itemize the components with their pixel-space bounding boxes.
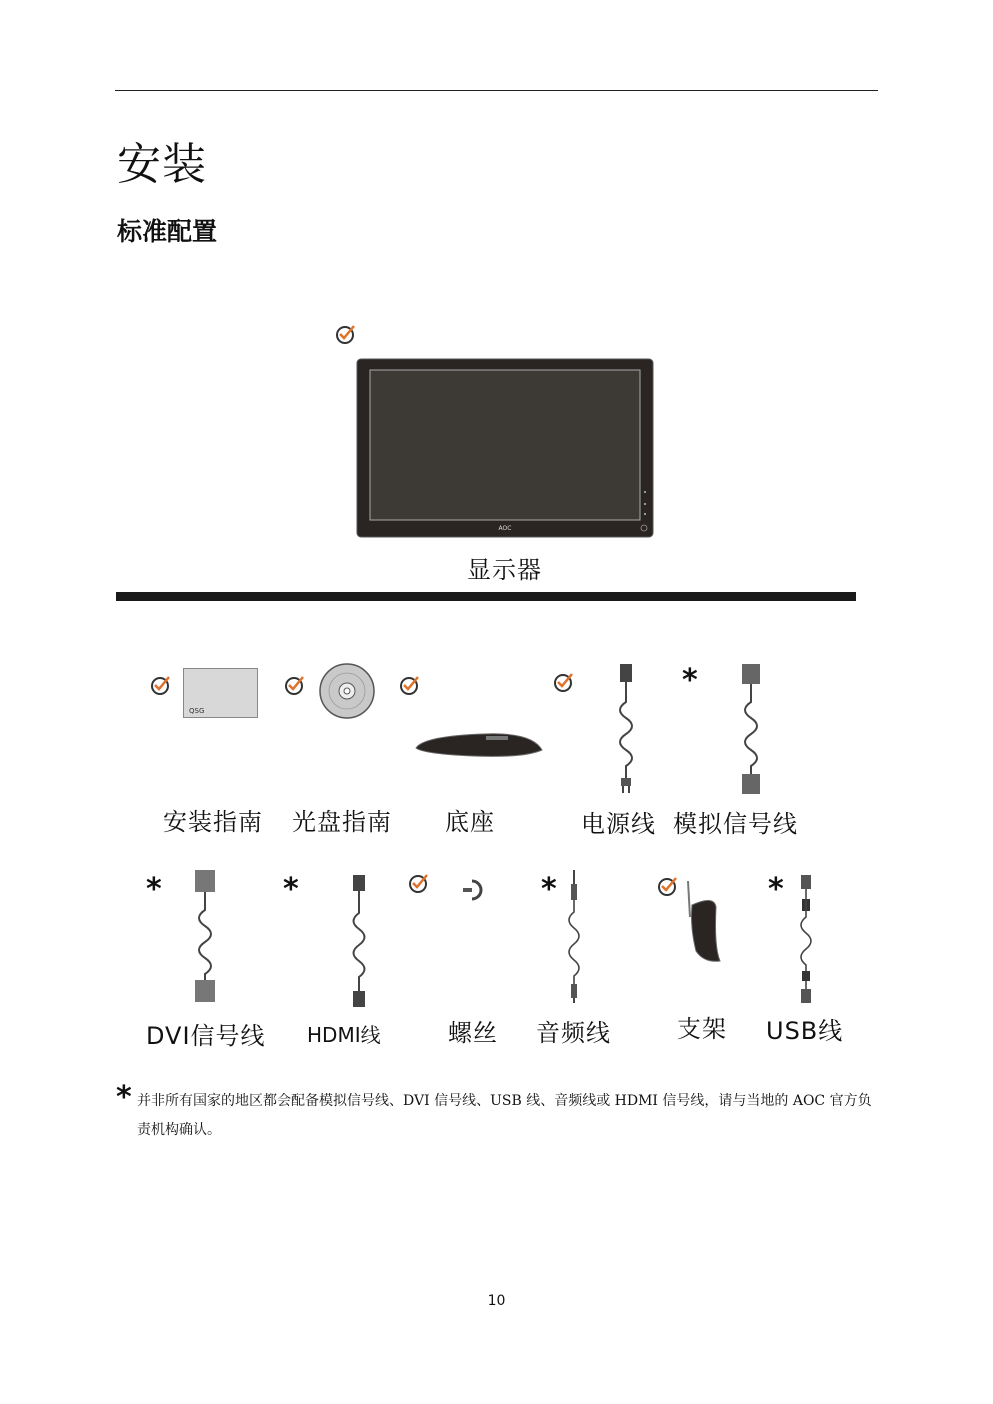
page-number: 10 bbox=[487, 1293, 506, 1309]
item-label: USB线 bbox=[766, 1017, 844, 1045]
stand-arm bbox=[680, 877, 722, 965]
item-label: 音频线 bbox=[536, 1019, 611, 1047]
audio-cable bbox=[562, 868, 586, 1004]
item-label: HDMI线 bbox=[307, 1023, 381, 1047]
star-mark: * bbox=[283, 872, 299, 907]
check-icon bbox=[553, 671, 575, 693]
item-label: 模拟信号线 bbox=[673, 810, 798, 838]
footnote-text: 并非所有国家的地区都会配备模拟信号线、DVI 信号线、USB 线、音频线或 HDMI 信号线，请与当地的 AOC 官方负责机构确认。 bbox=[137, 1093, 872, 1138]
section-title: 标准配置 bbox=[117, 217, 218, 246]
item-label: 光盘指南 bbox=[292, 808, 392, 836]
check-icon bbox=[657, 875, 679, 897]
star-mark: * bbox=[768, 872, 784, 907]
check-icon bbox=[408, 872, 430, 894]
page-title: 安装 bbox=[117, 139, 207, 190]
check-icon bbox=[399, 674, 421, 696]
stand-base bbox=[414, 730, 544, 760]
item-label: 支架 bbox=[677, 1015, 727, 1043]
power-cable bbox=[610, 662, 642, 794]
monitor-illustration bbox=[356, 358, 654, 540]
check-icon bbox=[335, 323, 357, 345]
qsg-booklet bbox=[183, 668, 258, 718]
usb-cable bbox=[794, 873, 818, 1007]
vga-cable bbox=[736, 662, 766, 796]
monitor-label: 显示器 bbox=[467, 556, 542, 584]
screw bbox=[460, 878, 484, 902]
star-mark: * bbox=[541, 872, 557, 907]
item-label: 安装指南 bbox=[163, 808, 263, 836]
qsg-tag: QSG bbox=[189, 707, 205, 715]
check-icon bbox=[150, 674, 172, 696]
hdmi-cable bbox=[346, 873, 372, 1011]
cd-disc bbox=[318, 662, 376, 720]
footnote-star: * bbox=[116, 1080, 132, 1115]
header-rule bbox=[115, 90, 878, 91]
item-label: 底座 bbox=[445, 808, 495, 836]
star-mark: * bbox=[682, 663, 698, 698]
item-label: 螺丝 bbox=[448, 1019, 498, 1047]
star-mark: * bbox=[146, 872, 162, 907]
section-divider bbox=[116, 592, 856, 601]
monitor-brand: AOC bbox=[498, 525, 512, 532]
check-icon bbox=[284, 674, 306, 696]
dvi-cable bbox=[190, 868, 220, 1004]
item-label: 电源线 bbox=[581, 810, 656, 838]
item-label: DVI信号线 bbox=[146, 1022, 266, 1050]
